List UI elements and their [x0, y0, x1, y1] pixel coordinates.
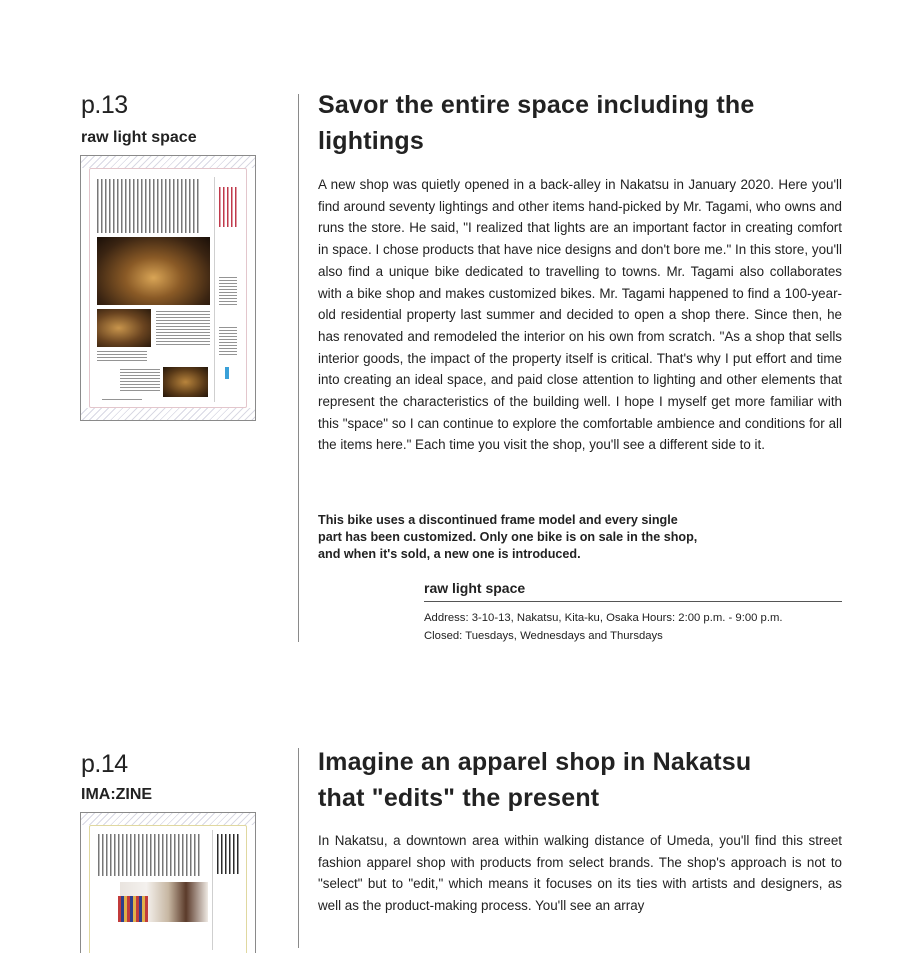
thumbnail-page: [89, 825, 247, 953]
thumbnail-hatch-border: [81, 813, 255, 825]
vertical-divider: [298, 94, 299, 642]
thumbnail-footer: [102, 399, 142, 402]
thumbnail-text-block: [156, 311, 210, 345]
shop-address-hours: Address: 3-10-13, Nakatsu, Kita-ku, Osaka Hours: 2:00 p.m. - 9:00 p.m.: [424, 612, 783, 624]
page-number: p.13: [81, 91, 128, 119]
thumbnail-sidebar: [212, 830, 243, 950]
article-title: [318, 87, 838, 159]
caption-line: part has been customized. Only one bike is on sale in the shop,: [318, 530, 698, 544]
shop-name-label: IMA:ZINE: [81, 786, 153, 803]
thumbnail-text-block: [98, 834, 202, 876]
thumbnail-blue-marker: [225, 367, 229, 379]
photo-caption: [318, 512, 748, 563]
article-title-line: lightings: [318, 127, 424, 155]
thumbnail-photo-interior: [97, 237, 210, 305]
thumbnail-text-block: [120, 369, 160, 393]
shop-info-rule: [424, 601, 842, 602]
thumbnail-photo-small: [97, 309, 151, 347]
thumbnail-text-block: [219, 277, 237, 307]
thumbnail-photo-clothes: [118, 896, 148, 922]
thumbnail-sidebar: [214, 177, 243, 402]
thumbnail-title-text: [217, 834, 239, 874]
thumbnail-hatch-border: [81, 156, 255, 168]
caption-line: This bike uses a discontinued frame model and every single: [318, 513, 678, 527]
article-body: In Nakatsu, a downtown area within walking distance of Umeda, you'll find this street fashion apparel shop with products from select brands. The shop's approach is not to "select" but to "edit," which means it focuses on its ties with artists and designers, as well as the product-making process. You'll see an array: [318, 833, 842, 914]
article-section-p14: [0, 720, 920, 920]
thumbnail-title-text: [219, 187, 239, 227]
thumbnail-hatch-border: [81, 408, 255, 420]
shop-name-label: raw light space: [81, 129, 197, 146]
shop-info: [424, 609, 864, 645]
page-number: p.14: [81, 750, 128, 778]
article-title-line: that "edits" the present: [318, 784, 600, 812]
thumbnail-text-block: [219, 327, 237, 357]
article-title-line: Savor the entire space including the: [318, 91, 755, 119]
vertical-divider: [298, 748, 299, 948]
thumbnail-photo-bike: [163, 367, 208, 397]
article-title: [318, 744, 838, 816]
article-body: A new shop was quietly opened in a back-alley in Nakatsu in January 2020. Here you'll find around seventy lightings and other items hand-picked by Mr. Tagami, who owns and runs the store. He said, "I realized that lights are an important factor in creating comfort in space. I chose products that have nice designs and don't bore me." In this store, you'll also find a unique bike dedicated to travelling to towns. Mr. Tagami also collaborates with a bike shop and makes customized bikes. Mr. Tagami happened to find a 100-year-old residential property last summer and decided to open a shop there. Since then, he has renovated and remodeled the interior on his own from scratch. "As a shop that sells interior goods, the impact of the property itself is critical. That's why I put effort and time into creating an ideal space, and paid close attention to lighting and other elements that represent the characteristics of the building well. I hope I myself get more familiar with this "space" so I can continue to explore the comfortable ambience and conditions for all the items here." Each time you visit the shop, you'll see a different side to it.: [318, 177, 842, 453]
thumbnail-text-block: [97, 179, 199, 233]
shop-closed-days: Closed: Tuesdays, Wednesdays and Thursdays: [424, 630, 663, 642]
article-title-line: Imagine an apparel shop in Nakatsu: [318, 748, 752, 776]
thumbnail-page: [89, 168, 247, 408]
shop-info-title: raw light space: [424, 580, 526, 596]
thumbnail-text-block: [97, 351, 147, 363]
caption-line: and when it's sold, a new one is introduced.: [318, 547, 581, 561]
page-thumbnail[interactable]: [80, 155, 256, 421]
page-thumbnail[interactable]: [80, 812, 256, 953]
